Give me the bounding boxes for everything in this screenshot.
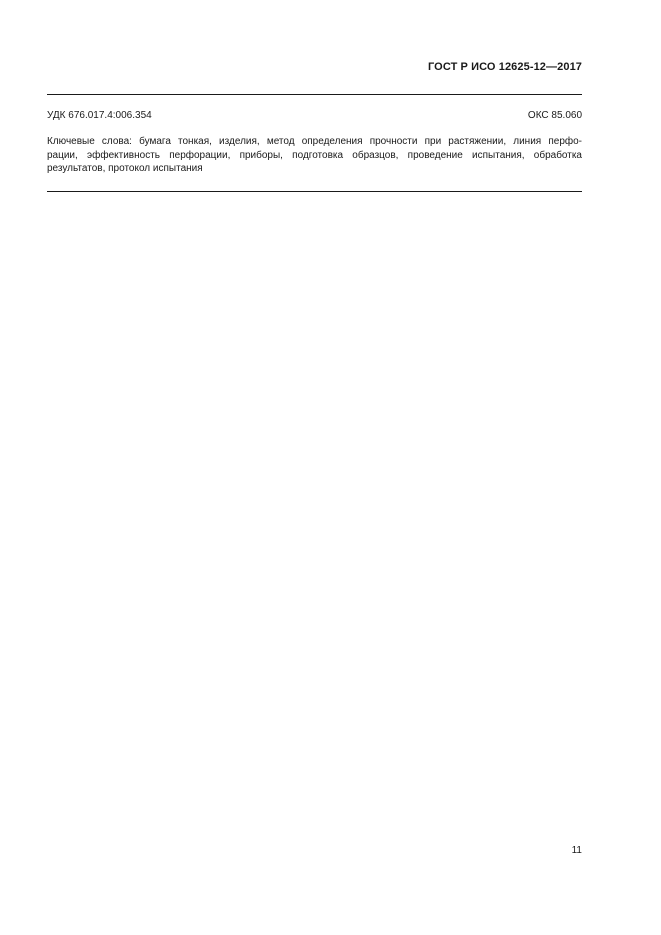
bottom-divider — [47, 191, 582, 192]
keywords-line-1: Ключевые слова: бумага тонкая, изделия, метод определения прочности при растяжении, линия перфо- — [47, 136, 582, 147]
standard-code-header: ГОСТ Р ИСО 12625-12—2017 — [427, 61, 582, 73]
udk-code: УДК 676.017.4:006.354 — [47, 110, 152, 121]
top-divider — [47, 94, 582, 95]
oks-code: ОКС 85.060 — [527, 110, 582, 121]
keywords-line-3: результатов, протокол испытания — [47, 163, 203, 174]
keywords-block — [47, 135, 582, 176]
page-number: 11 — [571, 845, 582, 856]
keywords-line-2: рации, эффективность перфорации, приборы, подготовка образцов, проведение испытания, обработка — [47, 149, 582, 161]
